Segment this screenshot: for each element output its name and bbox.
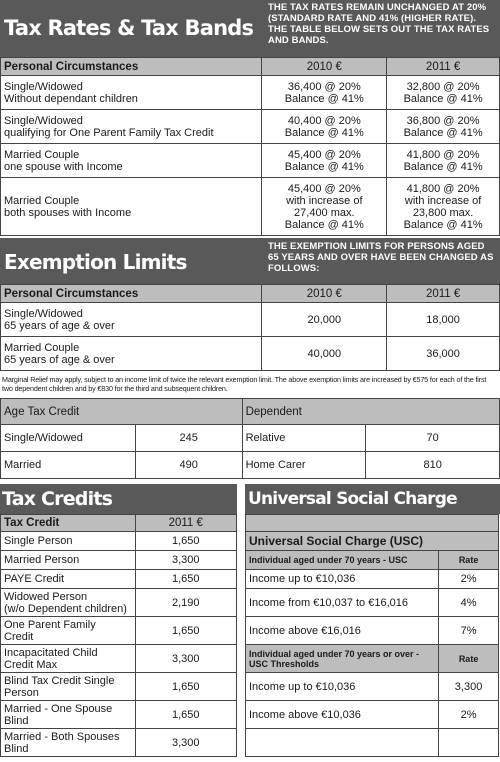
cell-line: 45,400 @ 20% bbox=[287, 182, 361, 195]
cell-line: 23,800 max. bbox=[412, 206, 474, 219]
usc-value: 2% bbox=[439, 570, 499, 589]
table-row bbox=[1, 589, 237, 617]
row-label bbox=[1, 110, 262, 144]
cell-line: 41,800 @ 20% bbox=[406, 148, 480, 161]
header-2011: 2011 € bbox=[135, 515, 236, 532]
label-line: Person bbox=[4, 686, 39, 699]
usc-label: Income above €10,036 bbox=[246, 701, 439, 729]
usc-label: Income above €16,016 bbox=[246, 617, 439, 645]
row-label bbox=[1, 144, 262, 178]
credit-label bbox=[1, 729, 136, 757]
cell-line: Balance @ 41% bbox=[403, 218, 483, 231]
row-2010 bbox=[262, 178, 387, 236]
header-2011: 2011 € bbox=[387, 58, 500, 76]
table-row bbox=[246, 570, 499, 589]
table-row bbox=[1, 337, 500, 371]
exemption-title: Exemption Limits bbox=[4, 250, 187, 274]
row-label-line: Single/Widowed bbox=[4, 80, 83, 93]
tax-credits-header-row bbox=[1, 515, 237, 532]
table-row bbox=[1, 645, 237, 673]
header-tax-credit: Tax Credit bbox=[1, 515, 136, 532]
usc-value: 7% bbox=[439, 617, 499, 645]
cell-line: 41,800 @ 20% bbox=[406, 182, 480, 195]
row-label-line: Without dependant children bbox=[4, 92, 138, 105]
usc-group2-header bbox=[246, 645, 499, 673]
row-2011 bbox=[387, 110, 500, 144]
row-2011: 36,000 bbox=[387, 337, 500, 371]
credit-label bbox=[1, 701, 136, 729]
age-credit-label: Single/Widowed bbox=[1, 425, 136, 452]
table-row bbox=[1, 452, 500, 479]
exemption-banner bbox=[0, 238, 500, 284]
age-credit-header-row bbox=[1, 399, 500, 425]
row-label-line: one spouse with Income bbox=[4, 160, 123, 173]
table-row bbox=[1, 570, 237, 589]
row-label bbox=[1, 337, 262, 371]
table-row bbox=[246, 589, 499, 617]
credit-label bbox=[1, 589, 136, 617]
label-line: Widowed Person bbox=[4, 590, 88, 603]
credit-value: 1,650 bbox=[135, 617, 236, 645]
cell-line: 45,400 @ 20% bbox=[287, 148, 361, 161]
usc-group1-label: Individual aged under 70 years - USC bbox=[246, 551, 439, 570]
credit-value: 3,300 bbox=[135, 551, 236, 570]
usc-spacer-row bbox=[246, 515, 499, 532]
age-credit-value: 245 bbox=[135, 425, 242, 452]
table-row bbox=[1, 729, 237, 757]
row-label-line: Single/Widowed bbox=[4, 307, 83, 320]
exemption-footnote: Marginal Relief may apply, subject to an income limit of twice the relevant exemption limit. The above exemption limits are increased by €575 for each of the first two dependent children and by €830 for the third and subsequent children. bbox=[2, 375, 487, 393]
table-row bbox=[1, 532, 237, 551]
table-row bbox=[1, 303, 500, 337]
usc-empty-cell bbox=[439, 729, 499, 757]
header-personal-circumstances: Personal Circumstances bbox=[1, 58, 262, 76]
row-2011 bbox=[387, 144, 500, 178]
table-row bbox=[246, 673, 499, 701]
credit-value: 1,650 bbox=[135, 701, 236, 729]
usc-spacer bbox=[246, 515, 499, 532]
credit-label: PAYE Credit bbox=[1, 570, 136, 589]
usc-subtitle: Universal Social Charge (USC) bbox=[246, 532, 499, 551]
label-line: Credit bbox=[4, 630, 34, 643]
table-row bbox=[246, 701, 499, 729]
dependent-label: Home Carer bbox=[242, 452, 366, 479]
usc-label: Income up to €10,036 bbox=[246, 570, 439, 589]
usc-value: 2% bbox=[439, 701, 499, 729]
label-line: Credit Max bbox=[4, 658, 58, 671]
label-line: One Parent Family bbox=[4, 618, 96, 631]
table-row bbox=[1, 673, 237, 701]
cell-line: Balance @ 41% bbox=[403, 160, 483, 173]
usc-empty-cell bbox=[246, 729, 439, 757]
row-label-line: Married Couple bbox=[4, 194, 80, 207]
cell-line: 36,800 @ 20% bbox=[406, 114, 480, 127]
header-dependent: Dependent bbox=[242, 399, 499, 425]
usc-empty-row bbox=[246, 729, 499, 757]
table-row bbox=[1, 617, 237, 645]
tax-rates-header-row bbox=[1, 58, 500, 76]
exemption-note: THE EXEMPTION LIMITS FOR PERSONS AGED 65 YEARS AND OVER HAVE BEEN CHANGED AS FOLLOWS: bbox=[268, 241, 494, 274]
row-2011 bbox=[387, 178, 500, 236]
label-line: Blind bbox=[4, 742, 29, 755]
header-2011: 2011 € bbox=[387, 285, 500, 303]
usc-label: Income up to €10,036 bbox=[246, 673, 439, 701]
row-2010: 40,000 bbox=[262, 337, 387, 371]
usc-value: 4% bbox=[439, 589, 499, 617]
usc-group2-label: Individual aged under 70 years or over - USC Thresholds bbox=[246, 645, 439, 673]
table-row bbox=[1, 110, 500, 144]
row-label-line: Married Couple bbox=[4, 148, 80, 161]
usc-table bbox=[245, 514, 499, 757]
row-2010 bbox=[262, 76, 387, 110]
credit-label: Married Person bbox=[1, 551, 136, 570]
tax-rates-banner bbox=[0, 0, 500, 57]
table-row bbox=[1, 551, 237, 570]
label-line: Incapacitated Child bbox=[4, 646, 98, 659]
row-2011 bbox=[387, 76, 500, 110]
cell-line: with increase of bbox=[404, 194, 482, 207]
usc-group1-rate: Rate bbox=[439, 551, 499, 570]
table-row bbox=[1, 144, 500, 178]
tax-rates-title: Tax Rates & Tax Bands bbox=[4, 16, 254, 40]
table-row bbox=[1, 701, 237, 729]
cell-line: 40,400 @ 20% bbox=[287, 114, 361, 127]
dependent-label: Relative bbox=[242, 425, 366, 452]
row-label-line: Married Couple bbox=[4, 341, 80, 354]
row-label bbox=[1, 303, 262, 337]
credit-label bbox=[1, 617, 136, 645]
cell-line: Balance @ 41% bbox=[284, 126, 364, 139]
usc-value: 3,300 bbox=[439, 673, 499, 701]
exemption-header-row bbox=[1, 285, 500, 303]
tax-credits-table bbox=[0, 514, 237, 757]
header-2010: 2010 € bbox=[262, 58, 387, 76]
row-label-line: qualifying for One Parent Family Tax Credit bbox=[4, 126, 214, 139]
credit-value: 1,650 bbox=[135, 673, 236, 701]
table-row bbox=[1, 178, 500, 236]
cell-line: Balance @ 41% bbox=[284, 160, 364, 173]
dependent-value: 810 bbox=[366, 452, 500, 479]
usc-group1-header bbox=[246, 551, 499, 570]
credit-value: 1,650 bbox=[135, 570, 236, 589]
row-label bbox=[1, 178, 262, 236]
usc-group2-rate: Rate bbox=[439, 645, 499, 673]
row-label-line: both spouses with Income bbox=[4, 206, 132, 219]
usc-subtitle-row bbox=[246, 532, 499, 551]
label-line: Blind Tax Credit Single bbox=[4, 674, 115, 687]
credit-label bbox=[1, 673, 136, 701]
tax-credits-title: Tax Credits bbox=[2, 488, 113, 510]
row-label-line: 65 years of age & over bbox=[4, 353, 115, 366]
tax-credits-banner bbox=[0, 484, 237, 514]
row-2011: 18,000 bbox=[387, 303, 500, 337]
label-line: Married - One Spouse bbox=[4, 702, 113, 715]
header-personal-circumstances: Personal Circumstances bbox=[1, 285, 262, 303]
cell-line: 36,400 @ 20% bbox=[287, 80, 361, 93]
tax-rates-note: THE TAX RATES REMAIN UNCHANGED AT 20% (STANDARD RATE AND 41% (HIGHER RATE). THE TABLE BELOW SETS OUT THE TAX RATES AND BANDS. bbox=[268, 2, 490, 46]
label-line: Married - Both Spouses bbox=[4, 730, 120, 743]
row-label-line: Single/Widowed bbox=[4, 114, 83, 127]
row-2010 bbox=[262, 110, 387, 144]
credit-value: 3,300 bbox=[135, 645, 236, 673]
header-2010: 2010 € bbox=[262, 285, 387, 303]
credit-label: Single Person bbox=[1, 532, 136, 551]
usc-label: Income from €10,037 to €16,016 bbox=[246, 589, 439, 617]
cell-line: Balance @ 41% bbox=[403, 92, 483, 105]
cell-line: 32,800 @ 20% bbox=[406, 80, 480, 93]
cell-line: with increase of bbox=[286, 194, 363, 207]
credit-value: 1,650 bbox=[135, 532, 236, 551]
credit-value: 2,190 bbox=[135, 589, 236, 617]
cell-line: 27,400 max. bbox=[294, 206, 355, 219]
credit-value: 3,300 bbox=[135, 729, 236, 757]
age-credit-label: Married bbox=[1, 452, 136, 479]
credit-label bbox=[1, 645, 136, 673]
usc-banner bbox=[245, 484, 500, 514]
row-2010 bbox=[262, 144, 387, 178]
cell-line: Balance @ 41% bbox=[284, 218, 364, 231]
cell-line: Balance @ 41% bbox=[403, 126, 483, 139]
label-line: Blind bbox=[4, 714, 29, 727]
tax-rates-table bbox=[0, 57, 500, 236]
table-row bbox=[1, 76, 500, 110]
exemption-table bbox=[0, 284, 500, 371]
label-line: (w/o Dependent children) bbox=[4, 602, 127, 615]
row-label bbox=[1, 76, 262, 110]
usc-title: Universal Social Charge bbox=[248, 489, 457, 509]
header-age-tax-credit: Age Tax Credit bbox=[1, 399, 243, 425]
age-credit-value: 490 bbox=[135, 452, 242, 479]
dependent-value: 70 bbox=[366, 425, 500, 452]
cell-line: Balance @ 41% bbox=[284, 92, 364, 105]
table-row bbox=[246, 617, 499, 645]
age-credit-table bbox=[0, 398, 500, 479]
row-2010: 20,000 bbox=[262, 303, 387, 337]
row-label-line: 65 years of age & over bbox=[4, 319, 115, 332]
table-row bbox=[1, 425, 500, 452]
